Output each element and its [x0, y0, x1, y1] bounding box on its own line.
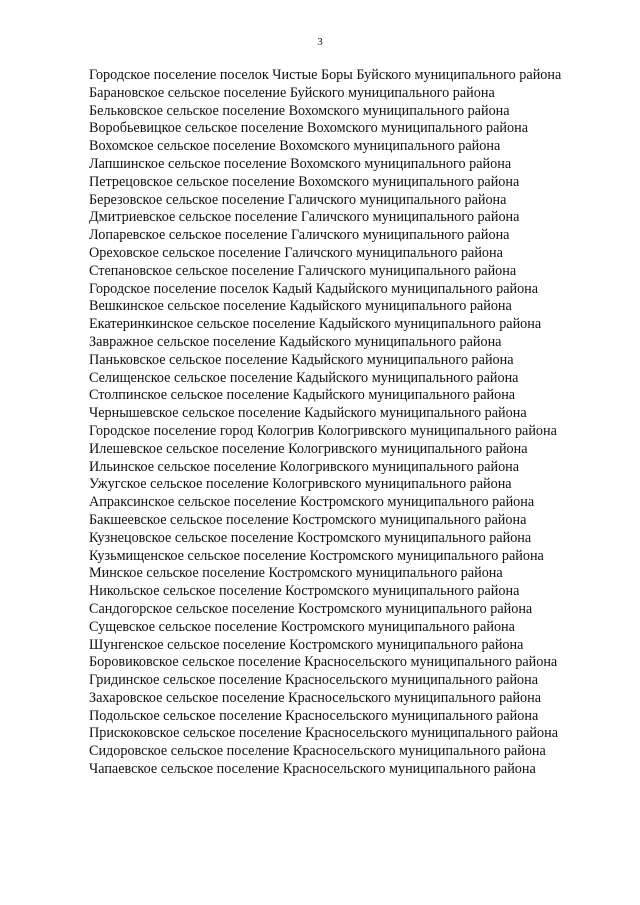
settlement-entry: Подольское сельское поселение Красносельского муниципального района — [89, 707, 539, 724]
settlement-entry: Степановское сельское поселение Галичского муниципального района — [89, 262, 517, 279]
settlement-entry: Бельковское сельское поселение Вохомского муниципального района — [89, 102, 510, 119]
settlement-entry: Барановское сельское поселение Буйского муниципального района — [89, 84, 495, 101]
settlement-entry: Березовское сельское поселение Галичского муниципального района — [89, 191, 507, 208]
settlement-entry: Минское сельское поселение Костромского муниципального района — [89, 565, 503, 582]
settlement-entry: Городское поселение поселок Чистые Боры Буйского муниципального района — [89, 67, 562, 83]
settlement-entry: Селищенское сельское поселение Кадыйского муниципального района — [89, 369, 519, 386]
settlement-entry: Чапаевское сельское поселение Красносельского муниципального района — [89, 761, 536, 778]
settlement-entry: Илешевское сельское поселение Кологривского муниципального района — [89, 440, 528, 457]
settlement-entry: Сидоровское сельское поселение Красносельского муниципального района — [89, 743, 546, 760]
settlement-entry: Столпинское сельское поселение Кадыйского муниципального района — [89, 387, 516, 404]
settlement-entry: Городское поселение поселок Кадый Кадыйского муниципального района — [89, 280, 539, 297]
settlement-entry: Ильинское сельское поселение Кологривского муниципального района — [89, 458, 520, 475]
settlement-entry: Дмитриевское сельское поселение Галичского муниципального района — [89, 209, 520, 226]
settlement-entry: Воробьевицкое сельское поселение Вохомского муниципального района — [89, 120, 528, 137]
settlement-entry: Сущевское сельское поселение Костромского муниципального района — [89, 618, 515, 635]
settlement-entry: Сандогорское сельское поселение Костромского муниципального района — [89, 600, 533, 617]
settlement-entry: Прискоковское сельское поселение Красносельского муниципального района — [89, 725, 559, 742]
settlement-entry: Ореховское сельское поселение Галичского муниципального района — [89, 244, 503, 261]
settlement-entry: Вешкинское сельское поселение Кадыйского муниципального района — [89, 298, 512, 315]
settlement-entry: Никольское сельское поселение Костромского муниципального района — [89, 583, 520, 600]
settlement-entry: Кузнецовское сельское поселение Костромского муниципального района — [89, 529, 532, 546]
settlement-entry: Лапшинское сельское поселение Вохомского муниципального района — [89, 155, 512, 172]
settlement-entry: Паньковское сельское поселение Кадыйского муниципального района — [89, 351, 514, 368]
settlement-entry: Чернышевское сельское поселение Кадыйского муниципального района — [89, 405, 527, 422]
settlement-entry: Шунгенское сельское поселение Костромского муниципального района — [89, 636, 524, 653]
settlement-list — [89, 67, 589, 779]
settlement-entry: Ужугское сельское поселение Кологривского муниципального района — [89, 476, 512, 493]
page-number: 3 — [317, 36, 323, 48]
settlement-entry: Петрецовское сельское поселение Вохомского муниципального района — [89, 173, 520, 190]
settlement-entry: Апраксинское сельское поселение Костромского муниципального района — [89, 494, 535, 511]
settlement-entry: Вохомское сельское поселение Вохомского муниципального района — [89, 138, 501, 155]
settlement-entry: Екатеринкинское сельское поселение Кадыйского муниципального района — [89, 316, 542, 333]
settlement-entry: Гридинское сельское поселение Красносельского муниципального района — [89, 672, 539, 689]
settlement-entry: Захаровское сельское поселение Красносельского муниципального района — [89, 689, 542, 706]
settlement-entry: Городское поселение город Кологрив Кологривского муниципального района — [89, 422, 557, 439]
settlement-entry: Боровиковское сельское поселение Красносельского муниципального района — [89, 654, 558, 671]
settlement-entry: Завражное сельское поселение Кадыйского муниципального района — [89, 333, 502, 350]
settlement-entry: Бакшеевское сельское поселение Костромского муниципального района — [89, 511, 527, 528]
settlement-entry: Лопаревское сельское поселение Галичского муниципального района — [89, 227, 510, 244]
settlement-entry: Кузьмищенское сельское поселение Костромского муниципального района — [89, 547, 544, 564]
